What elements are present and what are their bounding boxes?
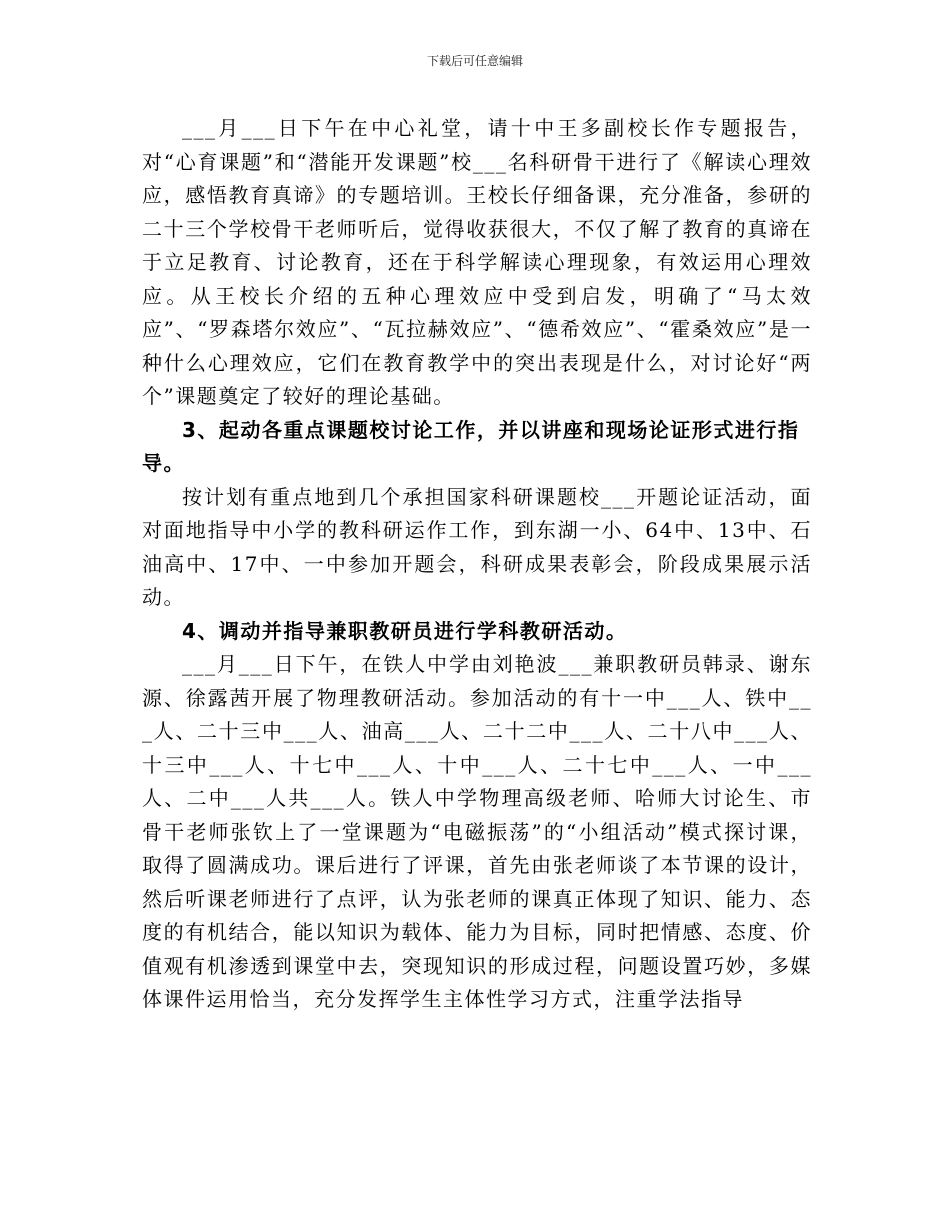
document-body — [142, 112, 812, 1017]
paragraph-training-report: ___月___日下午在中心礼堂，请十中王多副校长作专题报告，对“心育课题”和“潜能开发课题”校___名科研骨干进行了《解读心理效应，感悟教育真谛》的专题培训。王校长仔细备课，充分准备，参研的二十三个学校骨干老师听后，觉得收获很大，不仅了解了教育的真谛在于立足教育、讨论教育，还在于科学解读心理现象，有效运用心理效应。从王校长介绍的五种心理效应中受到启发，明确了“马太效应”、“罗森塔尔效应”、“瓦拉赫效应”、“德希效应”、“霍桑效应”是一种什么心理效应，它们在教育教学中的突出表现是什么，对讨论好“两个”课题奠定了较好的理论基础。 — [142, 116, 812, 408]
paragraph-physics-activity: ___月___日下午，在铁人中学由刘艳波___兼职教研员韩录、谢东源、徐露茜开展了物理教研活动。参加活动的有十一中___人、铁中___人、二十三中___人、油高___人、二十二中___人、二十八中___人、十三中___人、十七中___人、十中___人、二十七中___人、一中___人、二中___人共___人。铁人中学物理高级老师、哈师大讨论生、市骨干老师张钦上了一堂课题为“电磁振荡”的“小组活动”模式探讨课，取得了圆满成功。课后进行了评课，首先由张老师谈了本节课的设计，然后听课老师进行了点评，认为张老师的课真正体现了知识、能力、态度的有机结合，能以知识为载体、能力为目标，同时把情感、态度、价值观有机渗透到课堂中去，突现知识的形成过程，问题设置巧妙，多媒体课件运用恰当，充分发挥学生主体性学习方式，注重学法指导 — [142, 652, 812, 1011]
paragraph-opening-demonstration: 按计划有重点地到几个承担国家科研课题校___开题论证活动，面对面地指导中小学的教科研运作工作，到东湖一小、64中、13中、石油高中、17中、一中参加开题会，科研成果表彰会，阶段成果展示活动。 — [142, 484, 812, 609]
section-heading-3: 3、起动各重点课题校讨论工作，并以讲座和现场论证形式进行指导。 — [142, 417, 800, 475]
section-heading-4: 4、调动并指导兼职教研员进行学科教研活动。 — [182, 618, 628, 643]
page-header: 下载后可任意编辑 — [426, 54, 523, 68]
